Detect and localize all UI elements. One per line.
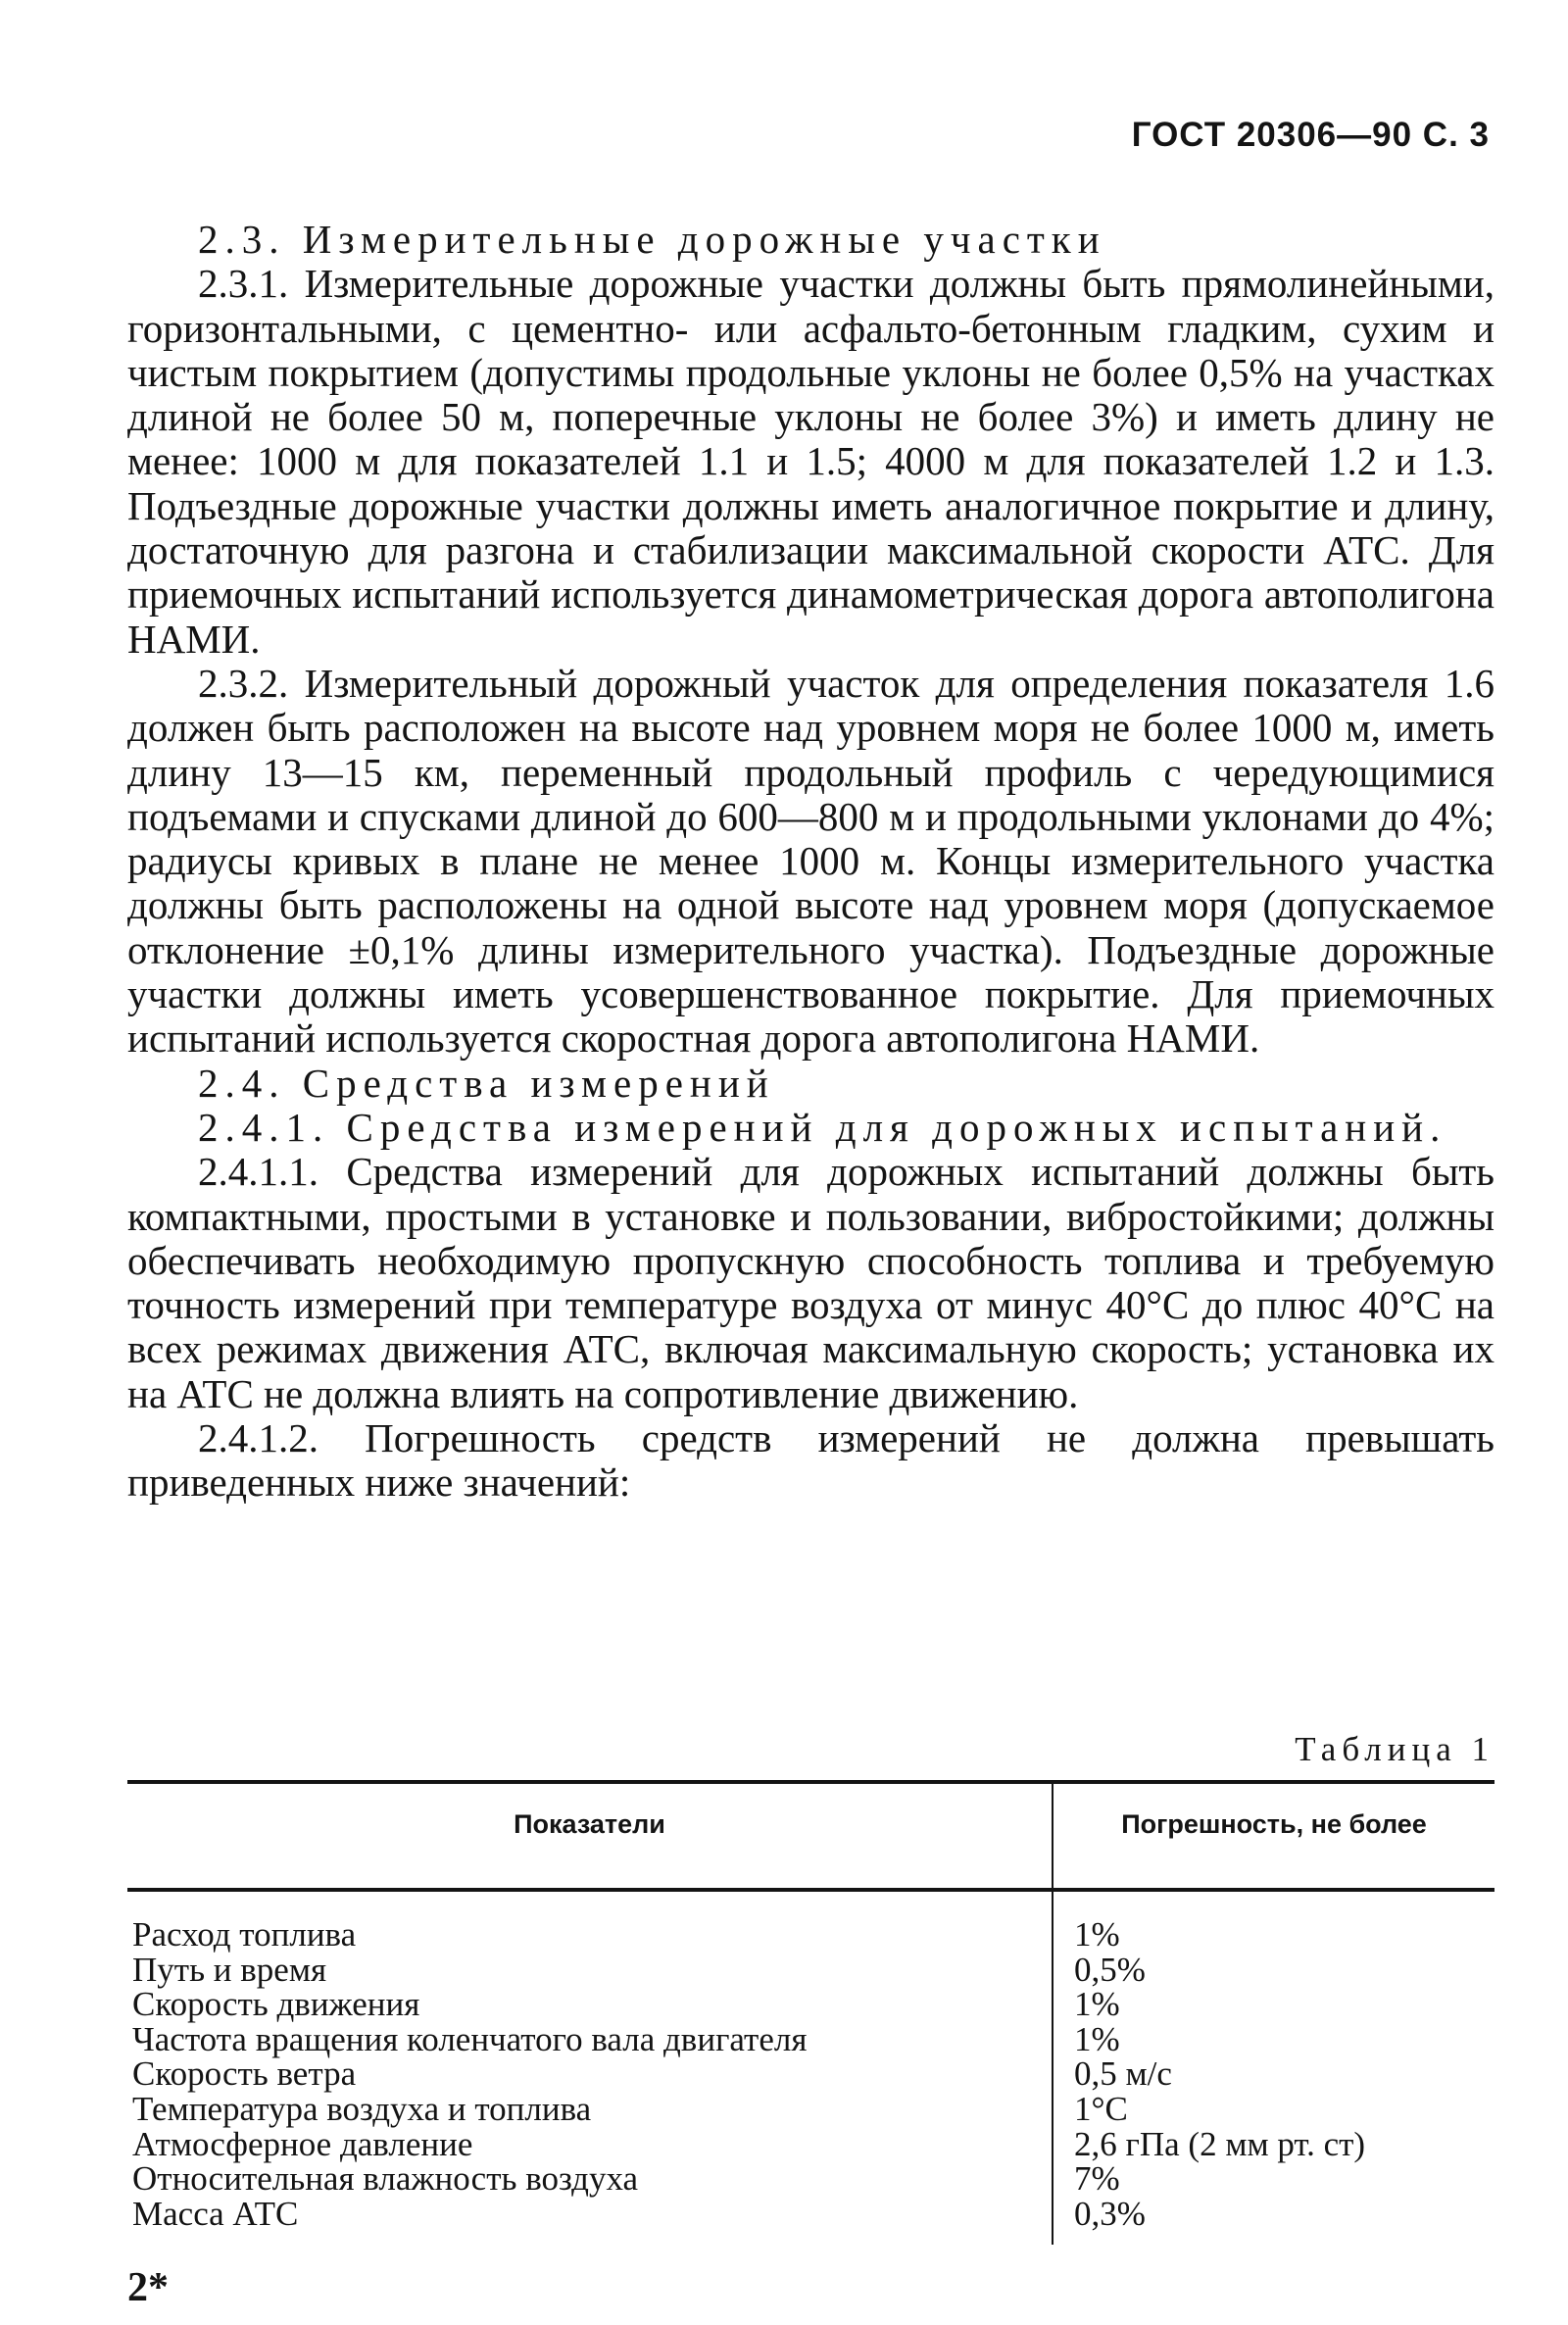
document-body (127, 218, 1494, 1506)
row-indicator: Скорость ветра (132, 2054, 357, 2094)
row-error: 1% (1074, 1915, 1120, 1954)
paragraph-2-3-2: 2.3.2. Измерительный дорожный участок для определения показателя 1.6 должен быть расположен на высоте над уровнем моря не более 1000 м, иметь длину 13—15 км, переменный продольный профиль с чередующимися подъемами и спусками длиной до 600—800 м и продольными уклонами до 4%; радиусы кривых в плане не менее 1000 м. Концы измерительного участка должны быть расположены на одной высоте над уровнем моря (допускаемое отклонение ±0,1% длины измерительного участка). Подъездные дорожные участки должны иметь усовершенствованное покрытие. Для приемочных испытаний используется скоростная дорога автополигона НАМИ. (127, 660, 1494, 1062)
table-row (127, 1987, 1494, 2022)
row-error: 2,6 гПа (2 мм рт. ст) (1074, 2124, 1366, 2163)
running-head: ГОСТ 20306—90 С. 3 (1131, 116, 1490, 154)
row-error: 7% (1074, 2159, 1120, 2199)
row-indicator: Температура воздуха и топлива (132, 2089, 592, 2128)
paragraph-2-4-1-2: 2.4.1.2. Погрешность средств измерений не должна превышать приведенных ниже значений: (127, 1415, 1494, 1506)
paragraph-2-4-1-1: 2.4.1.1. Средства измерений для дорожных испытаний должны быть компактными, простыми в установке и пользовании, вибростойкими; должны обеспечивать необходимую пропускную способность топлива и требуемую точность измерений при температуре воздуха от минус 40°С до плюс 40°С на всех режимах движения АТС, включая максимальную скорость; установка их на АТС не должна влиять на сопротивление движению. (127, 1149, 1494, 1416)
row-error: 1°С (1074, 2089, 1128, 2128)
section-heading-2-3: 2.3. Измерительные дорожные участки (198, 217, 1106, 262)
row-indicator: Атмосферное давление (132, 2124, 473, 2163)
section-heading-2-4-1: 2.4.1. Средства измерений для дорожных испытаний. (198, 1104, 1447, 1150)
table-body (127, 1917, 1494, 2231)
row-indicator: Частота вращения коленчатого вала двигателя (132, 2019, 808, 2058)
signature-mark: 2* (127, 2265, 169, 2310)
table-row (127, 2161, 1494, 2197)
row-indicator: Путь и время (132, 1950, 327, 1989)
table-row (127, 2124, 1494, 2163)
table-row (127, 1950, 1494, 1989)
table-caption: Таблица 1 (1295, 1730, 1494, 1768)
table-row (127, 2056, 1494, 2092)
table-row (127, 1917, 1494, 1953)
row-error: 1% (1074, 1985, 1120, 2024)
row-indicator: Относительная влажность воздуха (132, 2159, 639, 2199)
table-row (127, 2019, 1494, 2058)
row-error: 0,3% (1074, 2194, 1146, 2233)
row-indicator: Масса АТС (132, 2194, 299, 2233)
table-row (127, 2194, 1494, 2233)
table-header-indicator: Показатели (514, 1809, 665, 1839)
paragraph-2-3-1: 2.3.1. Измерительные дорожные участки должны быть прямолинейными, горизонтальными, с цементно- или асфальто-бетонным гладким, сухим и чистым покрытием (допустимы продольные уклоны не более 0,5% на участках длиной не более 50 м, поперечные уклоны не более 3%) и иметь длину не менее: 1000 м для показателей 1.1 и 1.5; 4000 м для показателей 1.2 и 1.3. Подъездные дорожные участки должны иметь аналогичное покрытие и длину, достаточную для разгона и стабилизации максимальной скорости АТС. Для приемочных испытаний используется динамометрическая дорога автополигона НАМИ. (127, 261, 1494, 662)
row-error: 0,5 м/с (1074, 2054, 1172, 2094)
section-heading-2-4: 2.4. Средства измерений (198, 1060, 775, 1106)
table-header-error: Погрешность, не более (1121, 1809, 1427, 1839)
row-error: 0,5% (1074, 1950, 1146, 1989)
table-row (127, 2089, 1494, 2128)
table-top-rule (127, 1780, 1494, 1784)
row-error: 1% (1074, 2019, 1120, 2058)
table-header-rule (127, 1888, 1494, 1892)
row-indicator: Расход топлива (132, 1915, 357, 1954)
row-indicator: Скорость движения (132, 1985, 420, 2024)
